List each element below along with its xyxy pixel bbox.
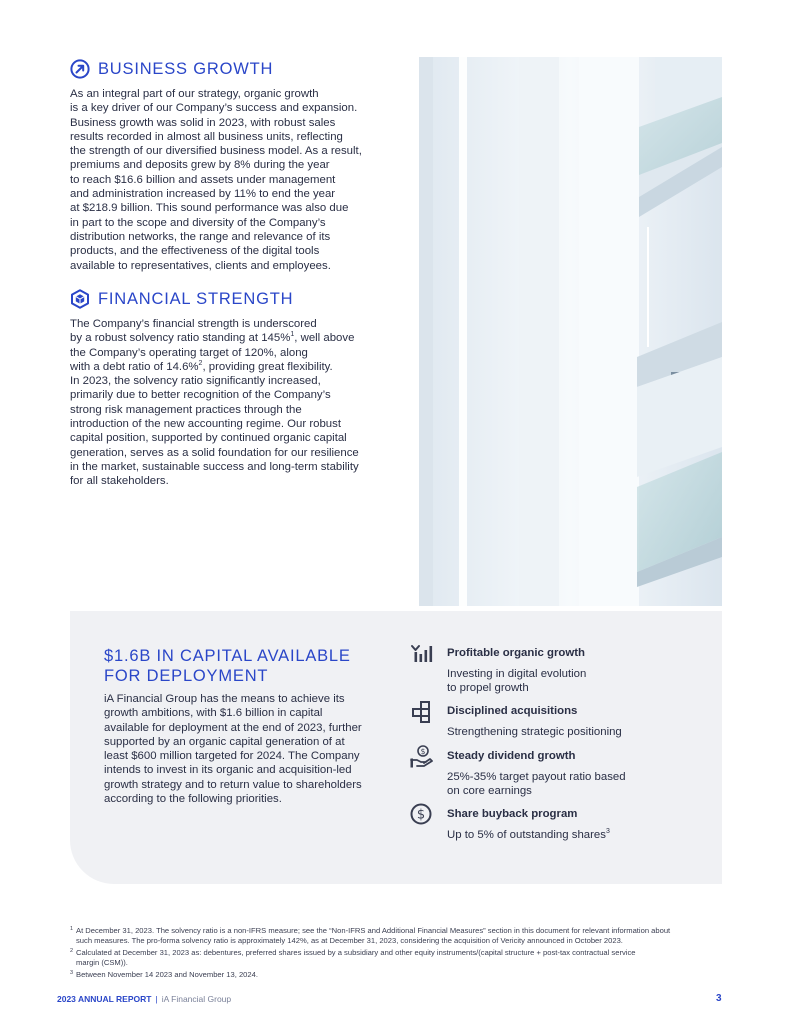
bg-line: at $218.9 billion. This sound performance was also due <box>70 202 349 215</box>
capital-heading <box>104 646 394 686</box>
footnote: 2 Calculated at December 31, 2023 as: debentures, preferred shares issued by a subsidiary and other equity instruments/(capital structure + post-tax contractual service margin (CSM)). <box>70 948 725 968</box>
footnote-line: Between November 14 2023 and November 13, 2024. <box>76 970 258 979</box>
dividend-hand-icon <box>409 744 435 770</box>
fs-line: for all stakeholders. <box>70 475 169 488</box>
fs-line: The Company’s financial strength is underscored <box>70 318 317 330</box>
priority-title: Steady dividend growth <box>447 750 576 762</box>
footnotes <box>70 926 725 982</box>
footnote-ref: 2 <box>198 360 203 368</box>
report-label: 2023 ANNUAL REPORT <box>57 994 152 1004</box>
financial-strength-text <box>70 317 359 489</box>
shield-cube-icon <box>70 289 90 309</box>
capital-line: according to the following priorities. <box>104 793 282 806</box>
fs-line: in the market, sustainable success and long-term stability <box>70 460 359 473</box>
bg-line: and administration increased by 11% to end the year <box>70 188 336 201</box>
bg-line: products, and the effectiveness of the digital tools <box>70 245 320 258</box>
footnote: 3 Between November 14 2023 and November 13, 2024. <box>70 970 725 980</box>
priority-desc: Up to 5% of outstanding shares$^3$ <box>447 828 610 841</box>
bg-line: in part to the scope and diversity of the Company’s <box>70 216 326 229</box>
footnote-line: At December 31, 2023. The solvency ratio is a non-IFRS measure; see the “Non-IFRS and Additional Financial Measures” section in this document for relevant information about <box>76 926 671 935</box>
growth-chart-icon <box>409 641 435 667</box>
capital-line: growth strategy and to return value to shareholders <box>104 778 362 791</box>
business-growth-title: BUSINESS GROWTH <box>98 59 274 78</box>
page-number: 3 <box>716 993 722 1004</box>
capital-line: growth ambitions, with $1.6 billion in capital <box>104 707 323 720</box>
capital-line: iA Financial Group has the means to achieve its <box>104 693 345 705</box>
fs-line: the Company’s operating target of 120%, along <box>70 346 308 359</box>
fs-line: introduction of the new accounting regime. Our robust <box>70 418 341 431</box>
priority-desc: Investing in digital evolution to propel growth <box>447 668 587 695</box>
priority-desc: Strengthening strategic positioning <box>447 726 622 738</box>
footnote-line: Calculated at December 31, 2023 as: debentures, preferred shares issued by a subsidiary and other equity instruments/(capital structure + post-tax contractual service <box>76 948 636 957</box>
business-growth-text <box>70 87 362 273</box>
fs-line: with a debt ratio of 14.6%$^2$, providing great flexibility. <box>70 360 333 373</box>
bg-line: results recorded in almost all business units, reflecting <box>70 130 343 143</box>
capital-title-line: $1.6B IN CAPITAL AVAILABLE <box>104 647 351 665</box>
footnote-line: such measures. The pro-forma solvency ratio is approximately 142%, as at December 31, 2023, considering the acquisition of Vericity announced in October 2023. <box>76 936 623 945</box>
svg-text:$: $ <box>420 746 426 756</box>
financial-strength-title: FINANCIAL STRENGTH <box>98 289 294 308</box>
bg-line: to reach $16.6 billion and assets under management <box>70 173 336 186</box>
footnote-ref: 3 <box>605 828 610 836</box>
capital-title-line: FOR DEPLOYMENT <box>104 667 269 685</box>
fs-line: primarily due to better recognition of the Company’s <box>70 389 331 402</box>
capital-line: supported by an organic capital generation of at <box>104 735 345 748</box>
footer-separator: | <box>155 994 158 1004</box>
priority-desc: 25%-35% target payout ratio based on core earnings <box>447 771 626 798</box>
priority-title: Share buyback program <box>447 808 578 820</box>
footnote: 1 At December 31, 2023. The solvency ratio is a non-IFRS measure; see the “Non-IFRS and Additional Financial Measures” section in this document for relevant information about such measures. The pro-forma solvency ratio is approximately 142%, as at December 31, 2023, considering the acquisition of Vericity announced in October 2023. <box>70 926 725 946</box>
fs-line: In 2023, the solvency ratio significantly increased, <box>70 375 321 388</box>
bg-line: premiums and deposits grew by 8% during the year <box>70 159 330 172</box>
priority-title: Disciplined acquisitions <box>447 705 578 717</box>
bg-line: Business growth was solid in 2023, with robust sales <box>70 116 336 129</box>
brand-label: iA Financial Group <box>161 994 232 1004</box>
bg-line: distribution networks, the range and relevance of its <box>70 230 331 243</box>
atrium-photo <box>419 57 722 606</box>
financial-strength-heading <box>70 289 293 309</box>
capital-text <box>104 692 362 806</box>
svg-text:$: $ <box>416 807 426 823</box>
capital-line: available for deployment at the end of 2023, further <box>104 721 362 734</box>
business-growth-heading <box>70 59 273 79</box>
bg-line: the strength of our diversified business model. As a result, <box>70 145 362 158</box>
growth-arrow-icon <box>70 59 90 79</box>
fs-line: capital position, supported by continued organic capital <box>70 432 347 445</box>
bg-line: As an integral part of our strategy, organic growth <box>70 88 319 100</box>
capital-line: least $600 million targeted for 2024. The Company <box>104 750 360 763</box>
footnote-line: margin (CSM)). <box>76 958 128 967</box>
capital-line: intends to invest in its organic and acquisition-led <box>104 764 352 777</box>
page-footer <box>57 994 231 1004</box>
bg-line: is a key driver of our Company’s success and expansion. <box>70 102 358 115</box>
priority-title: Profitable organic growth <box>447 647 585 659</box>
fs-line: strong risk management practices through the <box>70 403 302 416</box>
acquisition-blocks-icon <box>409 699 435 725</box>
fs-line: generation, serves as a solid foundation for our resilience <box>70 446 359 459</box>
dollar-circle-icon <box>409 802 435 828</box>
footnote-ref: 1 <box>290 331 295 339</box>
bg-line: available to representatives, clients and employees. <box>70 259 331 272</box>
fs-line: by a robust solvency ratio standing at 145%$^1$, well above <box>70 331 355 345</box>
